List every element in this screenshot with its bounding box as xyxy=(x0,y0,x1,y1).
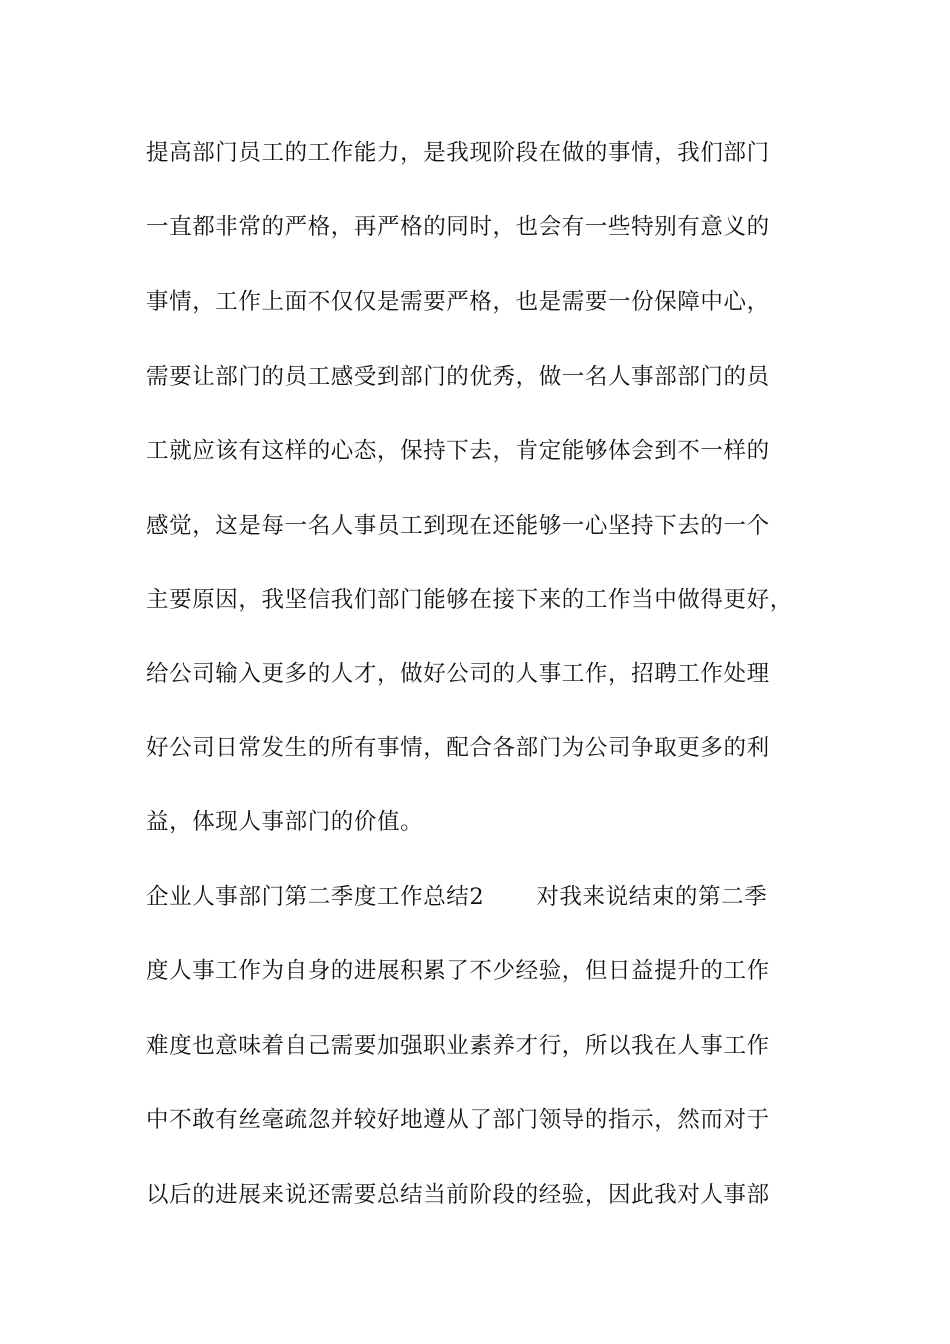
paragraph-line: 一直都非常的严格，再严格的同时，也会有一些特别有意义的 xyxy=(146,214,770,240)
paragraph-line: 益，体现人事部门的价值。 xyxy=(146,809,424,835)
section-line: 度人事工作为自身的进展积累了不少经验，但日益提升的工作 xyxy=(146,958,770,984)
paragraph-line: 事情，工作上面不仅仅是需要严格，也是需要一份保障中心， xyxy=(146,289,770,315)
section-line: 以后的进展来说还需要总结当前阶段的经验，因此我对人事部 xyxy=(146,1182,770,1208)
section-heading-line xyxy=(146,882,826,912)
paragraph-line: 提高部门员工的工作能力，是我现阶段在做的事情，我们部门 xyxy=(146,140,770,166)
paragraph-line: 感觉，这是每一名人事员工到现在还能够一心坚持下去的一个 xyxy=(146,513,770,539)
paragraph-line: 好公司日常发生的所有事情，配合各部门为公司争取更多的利 xyxy=(146,735,770,761)
section-line: 难度也意味着自己需要加强职业素养才行，所以我在人事工作 xyxy=(146,1033,770,1059)
paragraph-line: 需要让部门的员工感受到部门的优秀，做一名人事部部门的员 xyxy=(146,364,770,390)
section-line: 中不敢有丝毫疏忽并较好地遵从了部门领导的指示，然而对于 xyxy=(146,1107,770,1133)
paragraph-line: 主要原因，我坚信我们部门能够在接下来的工作当中做得更好， xyxy=(146,587,793,613)
paragraph-line: 工就应该有这样的心态，保持下去，肯定能够体会到不一样的 xyxy=(146,438,770,464)
section-first-line: 对我来说结束的第二季 xyxy=(536,884,768,910)
section-title: 企业人事部门第二季度工作总结2 xyxy=(146,884,485,910)
paragraph-line: 给公司输入更多的人才，做好公司的人事工作，招聘工作处理 xyxy=(146,661,770,687)
